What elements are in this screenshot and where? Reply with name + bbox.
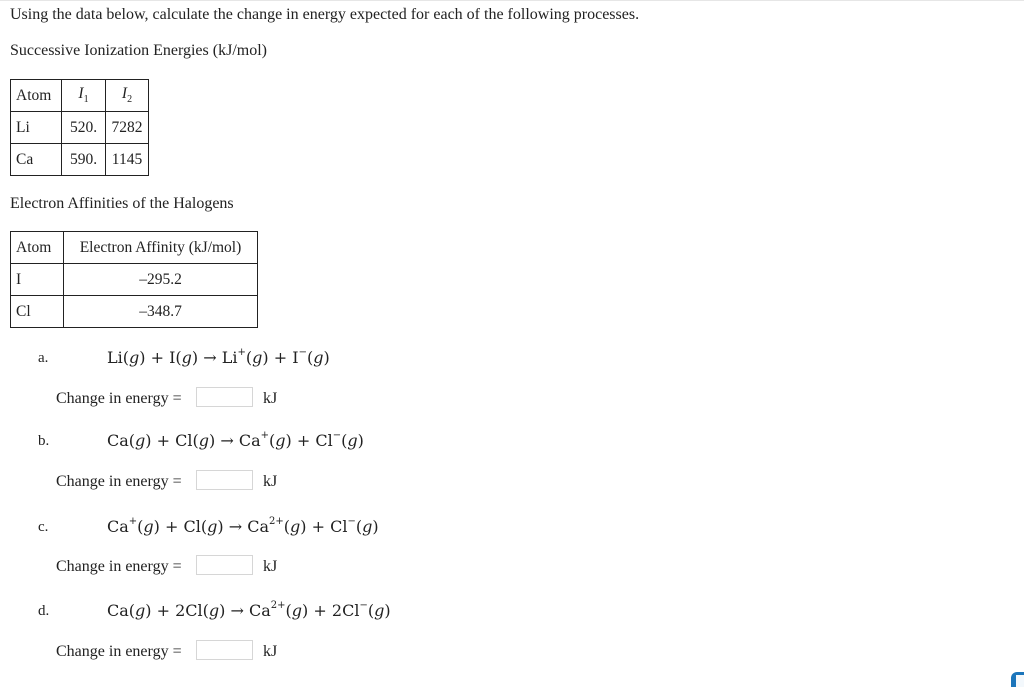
header-i1: $I_1$ xyxy=(62,80,106,112)
part-c-answer-input[interactable] xyxy=(196,555,253,575)
cell-electron-affinity: –348.7 xyxy=(64,296,258,328)
table-header-row xyxy=(11,232,258,264)
table-header-row xyxy=(11,80,149,112)
part-d-equation: $Ca(g) + 2Cl(g) \to Ca^{2+}(g) + 2Cl^-(g)$ xyxy=(107,600,391,620)
change-in-energy-label: Change in energy = xyxy=(56,643,182,660)
ionization-table-caption: Successive Ionization Energies (kJ/mol) xyxy=(10,42,267,59)
cell-i2: 7282 xyxy=(106,112,149,144)
part-c-letter: c. xyxy=(38,519,49,535)
table-row xyxy=(11,112,149,144)
corner-widget-icon[interactable] xyxy=(1011,672,1024,687)
ionization-energy-table xyxy=(10,79,149,176)
unit-label: kJ xyxy=(263,643,278,660)
cell-atom: Li xyxy=(11,112,62,144)
part-b-equation: Ca(g) + Cl(g) → Ca+(g) + Cl−(g) xyxy=(107,430,364,450)
table-row xyxy=(11,144,149,176)
part-d-letter: d. xyxy=(38,603,50,619)
table-row xyxy=(11,296,258,328)
cell-atom: Ca xyxy=(11,144,62,176)
part-a-letter: a. xyxy=(38,350,49,366)
affinity-table-caption: Electron Affinities of the Halogens xyxy=(10,195,234,212)
unit-label: kJ xyxy=(263,390,278,407)
cell-atom: Cl xyxy=(11,296,64,328)
part-b-letter: b. xyxy=(38,433,50,449)
cell-electron-affinity: –295.2 xyxy=(64,264,258,296)
question-prompt: Using the data below, calculate the change in energy expected for each of the following processes. xyxy=(10,6,640,23)
cell-i2: 1145 xyxy=(106,144,149,176)
table-row xyxy=(11,264,258,296)
part-b-answer-input[interactable] xyxy=(196,470,253,490)
header-electron-affinity: Electron Affinity (kJ/mol) xyxy=(64,232,258,264)
change-in-energy-label: Change in energy = xyxy=(56,390,182,407)
change-in-energy-label: Change in energy = xyxy=(56,558,182,575)
part-d-answer-input[interactable] xyxy=(196,640,253,660)
unit-label: kJ xyxy=(263,473,278,490)
cell-atom: I xyxy=(11,264,64,296)
change-in-energy-label: Change in energy = xyxy=(56,473,182,490)
part-c-equation: $Ca^+(g) + Cl(g) \to Ca^{2+}(g) + Cl^-(g)$ xyxy=(107,516,379,536)
electron-affinity-table xyxy=(10,231,258,328)
header-atom: Atom xyxy=(11,80,62,112)
header-atom: Atom xyxy=(11,232,64,264)
cell-i1: 520. xyxy=(62,112,106,144)
part-a-answer-input[interactable] xyxy=(196,387,253,407)
cell-i1: 590. xyxy=(62,144,106,176)
top-divider xyxy=(0,0,1024,1)
unit-label: kJ xyxy=(263,558,278,575)
part-a-equation: Li(g) + I(g) → Li+(g) + I−(g) xyxy=(107,347,330,367)
header-i2: $I_2$ xyxy=(106,80,149,112)
